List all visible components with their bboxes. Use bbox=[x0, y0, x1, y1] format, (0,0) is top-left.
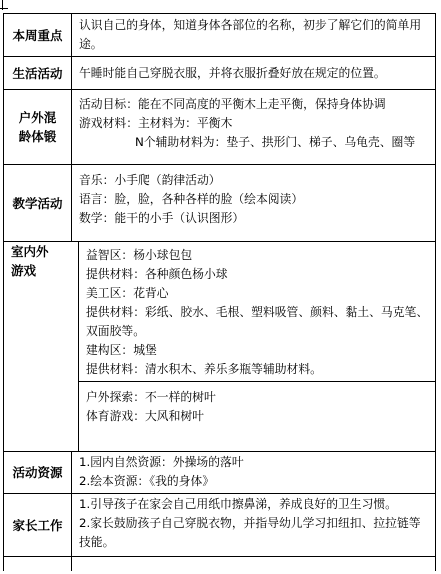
row-label-parents: 家长工作 bbox=[4, 494, 72, 556]
row-outdoor bbox=[4, 90, 436, 165]
row-content-life bbox=[72, 57, 436, 89]
teaching-line: 语言：脸，脸，各种各样的脸（绘本阅读） bbox=[79, 192, 304, 206]
row-label-focus: 本周重点 bbox=[4, 14, 72, 56]
outdoor-line: N个辅助材料为：垫子、拱形门、梯子、乌龟壳、圈等 bbox=[135, 135, 416, 149]
outdoor-game-line: 体育游戏：大风和树叶 bbox=[86, 409, 204, 423]
weekly-plan-table bbox=[3, 13, 436, 571]
games-content bbox=[79, 242, 436, 451]
row-label-games bbox=[4, 242, 79, 451]
life-text: 午睡时能自己穿脱衣服，并将衣服折叠好放在规定的位置。 bbox=[79, 65, 386, 80]
outdoor-label-line-1: 户外混 bbox=[18, 110, 57, 125]
resources-line: 2.绘本资源：《我的身体》 bbox=[79, 474, 215, 488]
outdoor-line: 游戏材料：主材料为：平衡木 bbox=[79, 116, 233, 130]
row-teaching bbox=[4, 165, 436, 242]
indoor-line: 美工区：花背心 bbox=[86, 286, 169, 300]
row-content-focus bbox=[72, 14, 436, 56]
outdoor-games-cell bbox=[79, 382, 436, 451]
indoor-line: 建构区：城堡 bbox=[86, 343, 157, 357]
row-label-life: 生活活动 bbox=[4, 57, 72, 89]
row-label-teaching: 教学活动 bbox=[4, 165, 72, 241]
indoor-line: 益智区：杨小球包包 bbox=[86, 248, 193, 262]
teaching-line: 数学：能干的小手（认识图形） bbox=[79, 211, 245, 225]
row-content-teaching bbox=[72, 165, 436, 241]
row-content-parents bbox=[72, 494, 436, 556]
focus-text: 认识自己的身体，知道身体各部位的名称，初步了解它们的简单用途。 bbox=[79, 18, 422, 51]
row-games bbox=[4, 242, 436, 452]
row-label-outdoor bbox=[4, 90, 72, 164]
table-handle-icon bbox=[0, 0, 10, 10]
row-resources bbox=[4, 452, 436, 494]
row-content-outdoor bbox=[72, 90, 436, 164]
outdoor-game-line: 户外探索：不一样的树叶 bbox=[86, 390, 216, 404]
resources-line: 1.园内自然资源：外操场的落叶 bbox=[79, 455, 244, 469]
row-parents bbox=[4, 494, 436, 557]
games-label-line-2: 游戏 bbox=[11, 263, 37, 278]
row-life bbox=[4, 57, 436, 90]
indoor-line: 提供材料：各种颜色杨小球 bbox=[86, 267, 228, 281]
outdoor-line: 活动目标：能在不同高度的平衡木上走平衡，保持身体协调 bbox=[79, 97, 386, 111]
teaching-line: 音乐：小手爬（韵律活动） bbox=[79, 173, 221, 187]
row-blank bbox=[4, 557, 436, 571]
row-focus bbox=[4, 14, 436, 57]
row-label-resources: 活动资源 bbox=[4, 452, 72, 493]
indoor-line: 提供材料：清水积木、养乐多瓶等辅助材料。 bbox=[86, 362, 322, 376]
parents-line: 2.家长鼓励孩子自己穿脱衣物，并指导幼儿学习扣纽扣、拉拉链等技能。 bbox=[79, 516, 421, 549]
outdoor-label-line-2: 龄体锻 bbox=[18, 129, 57, 144]
row-content-blank bbox=[72, 557, 436, 571]
indoor-line: 提供材料：彩纸、胶水、毛根、塑料吸管、颜料、黏土、马克笔、双面胶等。 bbox=[86, 305, 429, 338]
games-label-line-1: 室内外 bbox=[11, 244, 49, 259]
row-label-blank bbox=[4, 557, 72, 571]
parents-line: 1.引导孩子在家会自己用纸巾擦鼻涕，养成良好的卫生习惯。 bbox=[79, 497, 397, 511]
indoor-games-cell bbox=[79, 242, 436, 382]
row-content-resources bbox=[72, 452, 436, 493]
